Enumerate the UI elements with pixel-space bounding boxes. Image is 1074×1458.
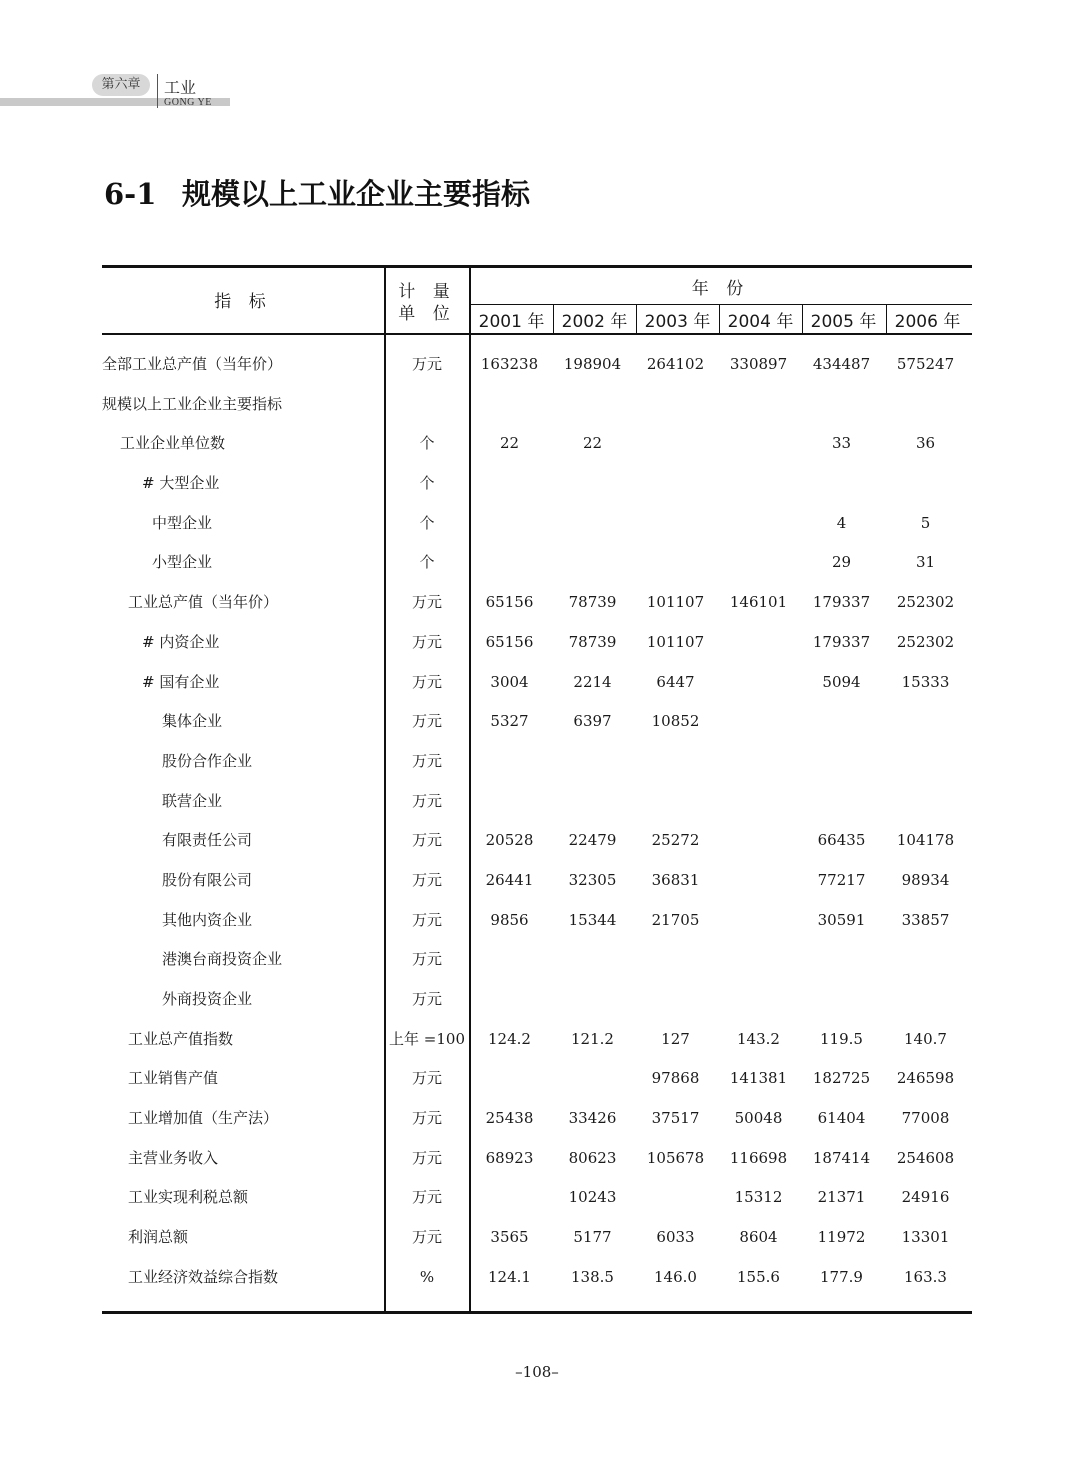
value-cell: 25272 (651, 831, 700, 850)
table-row (102, 742, 972, 782)
row-unit: 万元 (411, 632, 442, 651)
value-cell: 434487 (812, 355, 871, 373)
value-cell: 21705 (651, 910, 700, 929)
row-label: 工业总产值（当年价） (128, 593, 279, 612)
row-label: 港澳台商投资企业 (162, 950, 283, 969)
value-cell: 104178 (896, 831, 955, 850)
value-cell: 11972 (817, 1228, 866, 1247)
value-cell: 31 (915, 553, 936, 572)
year-header: 2001 年 (478, 312, 545, 332)
year-column-divider (802, 304, 803, 334)
value-cell: 13301 (901, 1228, 950, 1247)
value-cell: 138.5 (571, 1267, 614, 1286)
header-indicator: 指 标 (214, 292, 272, 312)
value-cell: 105678 (646, 1148, 705, 1167)
value-cell: 264102 (646, 355, 705, 373)
table-row (102, 1059, 972, 1099)
page-number: –108– (515, 1363, 559, 1381)
table-number: 6-1 (104, 177, 157, 211)
value-cell: 24916 (901, 1188, 950, 1207)
value-cell: 9856 (490, 910, 529, 929)
value-cell: 97868 (651, 1069, 700, 1088)
value-cell: 22 (582, 434, 603, 453)
table-row (102, 901, 972, 941)
value-cell: 33857 (901, 910, 950, 929)
value-cell: 25438 (485, 1109, 534, 1128)
value-cell: 575247 (896, 355, 955, 373)
value-cell: 6033 (656, 1228, 695, 1247)
table-row (102, 623, 972, 663)
header-unit-line2: 单 位 (398, 304, 456, 324)
year-header: 2006 年 (894, 312, 961, 332)
value-cell: 140.7 (904, 1029, 947, 1048)
row-unit: 万元 (411, 1148, 442, 1167)
row-unit: 万元 (411, 355, 442, 373)
value-cell: 5177 (573, 1228, 612, 1247)
row-unit: 万元 (411, 910, 442, 929)
value-cell: 2214 (573, 672, 612, 691)
row-label: 工业销售产值 (128, 1069, 219, 1088)
year-header: 2003 年 (644, 312, 711, 332)
table-row (102, 1099, 972, 1139)
row-label: # 大型企业 (142, 474, 220, 493)
value-cell: 77008 (901, 1109, 950, 1128)
row-label: 中型企业 (152, 513, 213, 532)
value-cell: 101107 (646, 632, 705, 651)
row-unit: 个 (419, 553, 435, 572)
table-row (102, 1139, 972, 1179)
table-row (102, 385, 972, 425)
value-cell: 98934 (901, 870, 950, 889)
value-cell: 32305 (568, 870, 617, 889)
row-unit: 万元 (411, 870, 442, 889)
row-unit: 个 (419, 513, 435, 532)
section-pinyin: GONG YE (164, 97, 212, 108)
value-cell: 143.2 (737, 1029, 780, 1048)
row-label: 工业企业单位数 (120, 434, 226, 453)
value-cell: 246598 (896, 1069, 955, 1088)
value-cell: 330897 (729, 355, 788, 373)
row-unit: 万元 (411, 672, 442, 691)
value-cell: 68923 (485, 1148, 534, 1167)
year-header: 2002 年 (561, 312, 628, 332)
value-cell: 3565 (490, 1228, 529, 1247)
value-cell: 8604 (739, 1228, 778, 1247)
table-row (102, 464, 972, 504)
value-cell: 65156 (485, 593, 534, 612)
year-column-divider (719, 304, 720, 334)
value-cell: 26441 (485, 870, 534, 889)
value-cell: 10852 (651, 712, 700, 731)
row-label: 工业实现利税总额 (128, 1188, 249, 1207)
row-label: 工业总产值指数 (128, 1029, 234, 1048)
value-cell: 33426 (568, 1109, 617, 1128)
value-cell: 155.6 (737, 1267, 780, 1286)
value-cell: 121.2 (571, 1029, 614, 1048)
row-unit: 万元 (411, 1069, 442, 1088)
chapter-badge: 第六章 (92, 74, 150, 96)
year-header: 2005 年 (810, 312, 877, 332)
value-cell: 15312 (734, 1188, 783, 1207)
value-cell: 141381 (729, 1069, 788, 1088)
value-cell: 146101 (729, 593, 788, 612)
value-cell: 101107 (646, 593, 705, 612)
table-row (102, 583, 972, 623)
row-label: 有限责任公司 (162, 831, 253, 850)
value-cell: 36831 (651, 870, 700, 889)
value-cell: 15344 (568, 910, 617, 929)
value-cell: 78739 (568, 632, 617, 651)
row-unit: 万元 (411, 1109, 442, 1128)
value-cell: 3004 (490, 672, 529, 691)
value-cell: 5 (920, 513, 931, 532)
row-unit: 万元 (411, 1188, 442, 1207)
value-cell: 6397 (573, 712, 612, 731)
table-header-rule (102, 333, 972, 335)
year-header: 2004 年 (727, 312, 794, 332)
row-label: 外商投资企业 (162, 990, 253, 1008)
row-label: 集体企业 (162, 712, 223, 731)
table-row (102, 543, 972, 583)
value-cell: 179337 (812, 593, 871, 612)
row-label: 工业经济效益综合指数 (128, 1267, 279, 1286)
value-cell: 124.1 (488, 1267, 531, 1286)
value-cell: 146.0 (654, 1267, 697, 1286)
value-cell: 116698 (729, 1148, 788, 1167)
header-unit (384, 281, 470, 325)
table-top-rule (102, 265, 972, 268)
value-cell: 50048 (734, 1109, 783, 1128)
page-title (104, 172, 530, 213)
table-row (102, 504, 972, 544)
value-cell: 80623 (568, 1148, 617, 1167)
row-unit: 万元 (411, 712, 442, 731)
row-unit: 个 (419, 474, 435, 493)
row-label: 小型企业 (152, 553, 213, 572)
row-unit: 上年 =100 (389, 1029, 465, 1048)
row-label: 规模以上工业企业主要指标 (102, 394, 283, 413)
value-cell: 5327 (490, 712, 529, 731)
table-row (102, 424, 972, 464)
value-cell: 33 (831, 434, 852, 453)
table-row (102, 861, 972, 901)
table-row (102, 702, 972, 742)
value-cell: 22 (499, 434, 520, 453)
value-cell: 163.3 (904, 1267, 947, 1286)
row-label: 联营企业 (162, 791, 223, 810)
row-unit: % (419, 1267, 435, 1286)
row-label: 全部工业总产值（当年价） (102, 355, 283, 373)
row-unit: 万元 (411, 831, 442, 850)
value-cell: 37517 (651, 1109, 700, 1128)
row-unit: 个 (419, 434, 435, 453)
table-row (102, 345, 972, 385)
value-cell: 254608 (896, 1148, 955, 1167)
value-cell: 15333 (901, 672, 950, 691)
header-divider (157, 74, 158, 108)
section-title: 工业 (164, 78, 197, 97)
value-cell: 182725 (812, 1069, 871, 1088)
value-cell: 78739 (568, 593, 617, 612)
value-cell: 187414 (812, 1148, 871, 1167)
row-unit: 万元 (411, 791, 442, 810)
value-cell: 4 (836, 513, 847, 532)
indicator-table (102, 265, 972, 1315)
value-cell: 22479 (568, 831, 617, 850)
row-unit: 万元 (411, 593, 442, 612)
row-label: 工业增加值（生产法） (128, 1109, 279, 1128)
value-cell: 177.9 (820, 1267, 863, 1286)
header-unit-line1: 计 量 (398, 282, 456, 302)
year-column-divider (886, 304, 887, 334)
year-header-rule (469, 304, 972, 305)
table-row (102, 940, 972, 980)
value-cell: 61404 (817, 1109, 866, 1128)
table-row (102, 1020, 972, 1060)
table-body (102, 345, 972, 1298)
row-unit: 万元 (411, 950, 442, 969)
row-label: 利润总额 (128, 1228, 189, 1247)
table-title: 规模以上工业企业主要指标 (182, 177, 531, 211)
row-unit: 万元 (411, 1228, 442, 1247)
year-column-divider (553, 304, 554, 334)
value-cell: 119.5 (820, 1029, 863, 1048)
table-row (102, 1218, 972, 1258)
value-cell: 179337 (812, 632, 871, 651)
table-row (102, 821, 972, 861)
row-label: 其他内资企业 (162, 910, 253, 929)
row-label: # 国有企业 (142, 672, 220, 691)
value-cell: 66435 (817, 831, 866, 850)
value-cell: 65156 (485, 632, 534, 651)
table-row (102, 1178, 972, 1218)
value-cell: 36 (915, 434, 936, 453)
table-row (102, 1258, 972, 1298)
value-cell: 127 (661, 1029, 690, 1048)
value-cell: 5094 (822, 672, 861, 691)
table-row (102, 663, 972, 703)
row-label: # 内资企业 (142, 632, 220, 651)
table-bottom-rule (102, 1311, 972, 1314)
row-label: 股份有限公司 (162, 870, 253, 889)
value-cell: 6447 (656, 672, 695, 691)
value-cell: 163238 (480, 355, 539, 373)
value-cell: 29 (831, 553, 852, 572)
row-unit: 万元 (411, 990, 442, 1008)
value-cell: 252302 (896, 632, 955, 651)
value-cell: 252302 (896, 593, 955, 612)
value-cell: 124.2 (488, 1029, 531, 1048)
header-year-group: 年 份 (691, 279, 750, 299)
row-label: 主营业务收入 (128, 1148, 219, 1167)
value-cell: 20528 (485, 831, 534, 850)
row-unit: 万元 (411, 751, 442, 770)
row-label: 股份合作企业 (162, 751, 253, 770)
value-cell: 198904 (563, 355, 622, 373)
year-column-divider (636, 304, 637, 334)
table-row (102, 980, 972, 1020)
value-cell: 77217 (817, 870, 866, 889)
value-cell: 21371 (817, 1188, 866, 1207)
value-cell: 30591 (817, 910, 866, 929)
table-row (102, 782, 972, 822)
value-cell: 10243 (568, 1188, 617, 1207)
